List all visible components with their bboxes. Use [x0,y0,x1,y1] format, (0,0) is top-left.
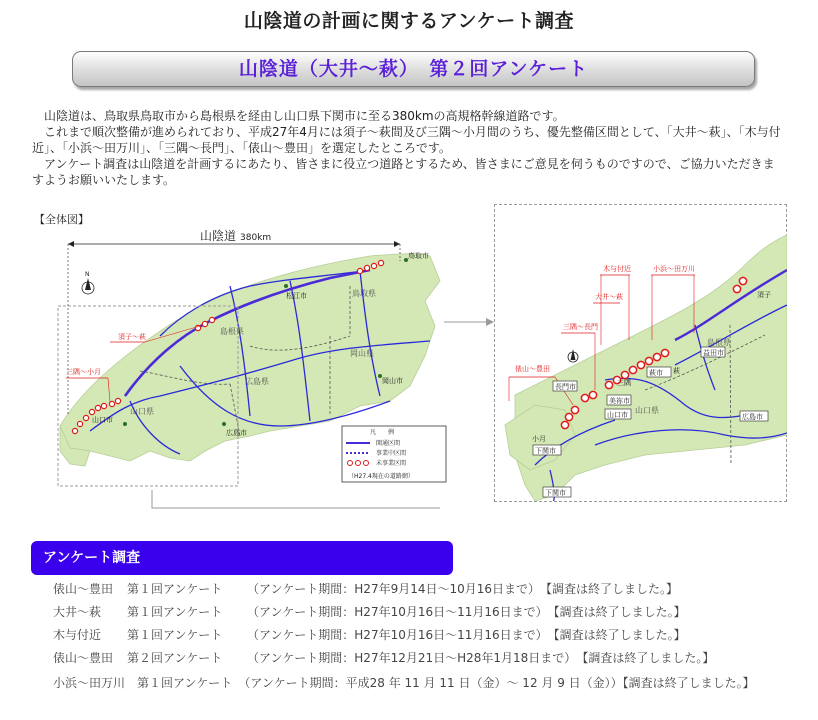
survey-section-name: 木与付近 [53,628,102,642]
overview-section-suko-hagi: 須子～萩 [118,333,146,341]
intro-paragraph-3: アンケート調査は山陰道を計画するにあたり、皆さまに役立つ道路とするため、皆さまにご意見を伺うものですので、ご協力いただきますようお願いいたします。 [32,157,775,187]
north-arrow-icon [82,271,94,294]
zoom-connector [140,318,500,514]
svg-text:長門市: 長門市 [555,383,576,391]
intro-paragraph-2: これまで順次整備が進められており、平成27年4月には須子～萩間及び三隅～小月間のうち、優先整備区間として、「大井～萩」、「木与付近」、「小浜～田万川」、「三隅～長門」、「俵山～豊田」を選定したところです。 [32,125,781,155]
svg-text:益田市: 益田市 [703,349,724,357]
survey-period: （アンケート期間：H27年10月16日～11月16日まで） [247,628,548,642]
overview-pref-hiroshima: 広島県 [245,377,269,386]
zoom-section-kohama: 小浜～田万川 [653,265,695,273]
survey-round: 第１回アンケート [127,628,223,642]
survey-row[interactable] [53,581,793,604]
survey-status: 【調査は終了しました。】 [540,582,679,596]
overview-map-label: 【全体図】 [34,213,89,226]
svg-text:下関市: 下関市 [535,447,556,455]
survey-status: 【調査は終了しました。】 [576,651,715,665]
survey-list [53,581,793,696]
survey-status: 【調査は終了しました。】 [547,628,686,642]
svg-text:凡 例: 凡 例 [370,429,395,436]
svg-text:山口市: 山口市 [607,411,628,419]
zoom-map [495,205,787,501]
survey-round: 第２回アンケート [127,651,223,665]
survey-section-name: 大井～萩 [53,605,102,619]
svg-text:未事業区間: 未事業区間 [376,460,407,467]
page-title: 山陰道の計画に関するアンケート調査 [243,10,575,32]
intro-paragraph-1: 山陰道は、鳥取県鳥取市から島根県を経由し山口県下関市に至る380kmの高規格幹線道路です。 [44,109,565,123]
overview-pref-tottori: 鳥取県 [352,289,376,298]
overview-city-tottori: 鳥取市 [408,252,429,260]
survey-round: 第１回アンケート [127,582,223,596]
survey-period: （アンケート期間：H27年10月16日～11月16日まで） [247,605,548,619]
survey-banner: 山陰道（大井～萩） 第２回アンケート [72,51,755,87]
svg-text:（H27.4現在の道路網）: （H27.4現在の道路網） [348,473,414,480]
zoom-place-hagi: 萩 [673,367,680,375]
svg-text:萩市: 萩市 [649,369,663,377]
survey-row[interactable] [53,650,793,673]
survey-status: 【調査は終了しました。】 [547,605,686,619]
zoom-place-suko: 須子 [757,291,771,299]
survey-round: 第１回アンケート [127,605,223,619]
overview-city-okayama: 岡山市 [382,377,403,385]
survey-period: （アンケート期間：H27年12月21日～H28年1月18日まで） [247,651,577,665]
overview-pref-yamaguchi: 山口県 [130,407,154,416]
svg-text:開通区間: 開通区間 [376,440,401,447]
survey-row[interactable] [53,627,793,650]
survey-section-name: 俵山～豊田 [53,651,114,665]
overview-route-name: 山陰道 [200,229,237,243]
survey-period: （アンケート期間：平成28 年 11 月 11 日（金）～ 12 月 9 日（金）） [244,676,623,690]
zoom-place-ozuki: 小月 [532,435,546,443]
svg-text:事業中区間: 事業中区間 [376,450,407,457]
zoom-section-misumi-nagato: 三隅～長門 [563,323,598,331]
zoom-pref-shimane: 島根県 [707,338,731,347]
survey-section-name: 小浜～田万川 [53,676,126,690]
svg-text:広島市: 広島市 [742,413,763,421]
survey-period: （アンケート期間：H27年9月14日～10月16日まで） [247,582,541,596]
overview-section-misumi-ozuki: 三隅～小月 [66,368,101,376]
svg-text:N: N [85,271,90,278]
survey-status: 【調査は終了しました。】 [622,676,755,690]
overview-route-length: 380km [240,233,272,243]
zoom-section-kiyo: 木与付近 [603,265,631,273]
overview-city-yamaguchi: 山口市 [92,416,113,424]
survey-section-header: アンケート調査 [31,541,453,575]
svg-text:下関市: 下関市 [545,489,566,497]
intro-text [32,108,782,188]
overview-pref-okayama: 岡山県 [350,349,374,358]
zoom-north-arrow-icon [568,349,578,362]
survey-row[interactable] [53,673,793,696]
zoom-pref-yamaguchi: 山口県 [635,406,659,415]
survey-round: 第１回アンケート [137,676,233,690]
survey-section-name: 俵山～豊田 [53,582,114,596]
overview-pref-shimane: 島根県 [220,327,244,336]
survey-row[interactable] [53,604,793,627]
svg-text:美祢市: 美祢市 [609,397,630,405]
zoom-section-oi-hagi: 大井～萩 [595,293,623,301]
overview-city-matsue: 松江市 [286,292,307,300]
zoom-place-misumi: 三隅 [617,379,631,387]
zoom-section-tawarayama: 俵山～豊田 [515,365,550,373]
overview-city-hiroshima: 広島市 [226,429,247,437]
